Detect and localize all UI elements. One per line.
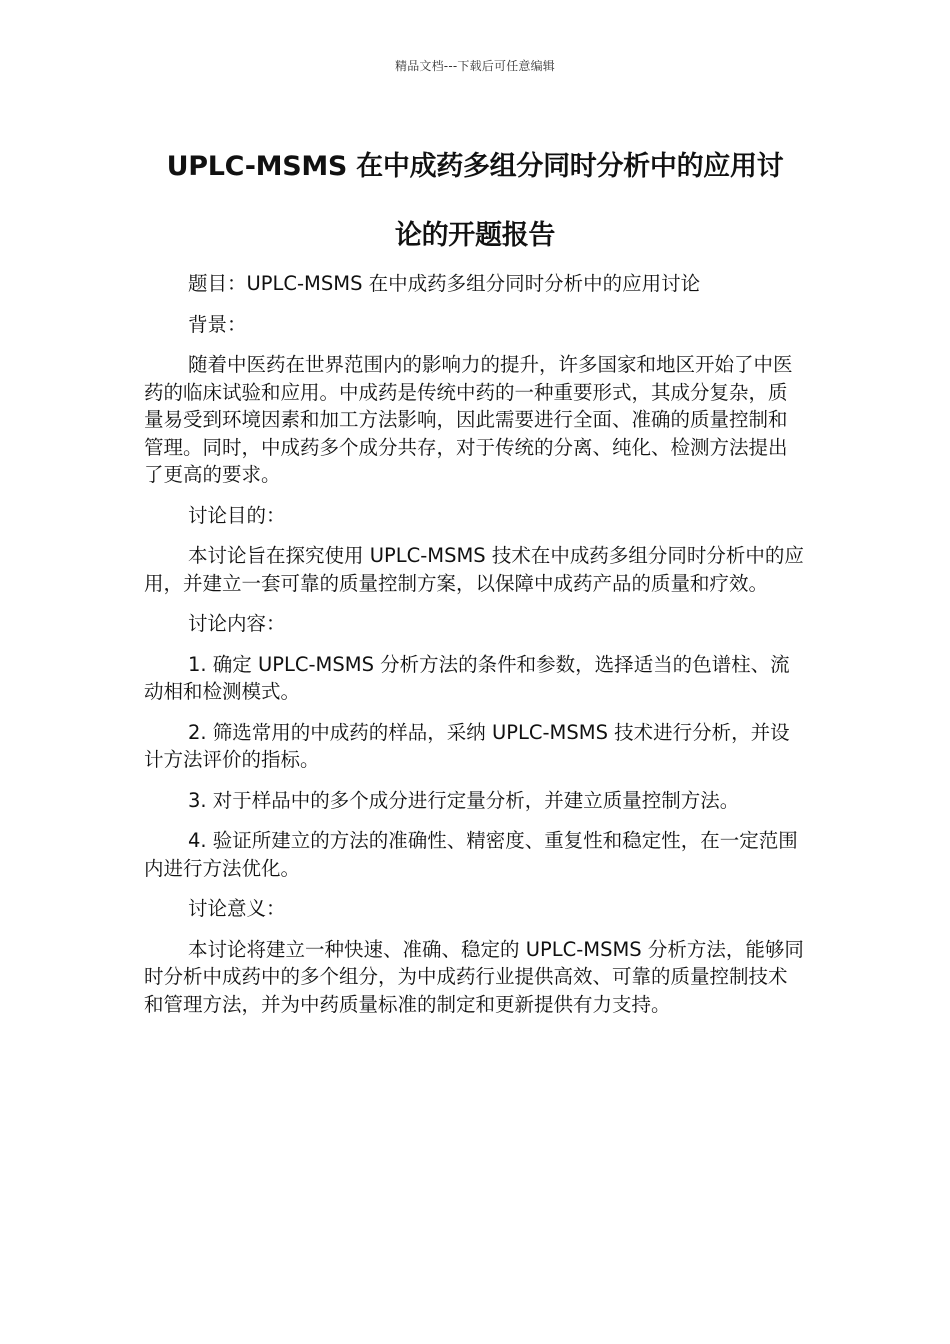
page-header: 精品文档---下载后可任意编辑 (395, 59, 555, 73)
significance-heading: 讨论意义： (188, 897, 286, 920)
content-heading: 讨论内容： (188, 612, 286, 635)
document-title-line-1: UPLC-MSMS 在中成药多组分同时分析中的应用讨 (166, 151, 784, 182)
content-item-4: 4. 验证所建立的方法的准确性、精密度、重复性和稳定性，在一定范围内进行方法优化。 (144, 829, 798, 880)
purpose-paragraph: 本讨论旨在探究使用 UPLC-MSMS 技术在中成药多组分同时分析中的应用，并建立一套可靠的质量控制方案，以保障中成药产品的质量和疗效。 (144, 544, 804, 595)
significance-paragraph: 本讨论将建立一种快速、准确、稳定的 UPLC-MSMS 分析方法，能够同时分析中成药中的多个组分，为中成药行业提供高效、可靠的质量控制技术和管理方法，并为中药质量标准的制定和更新提供有力支持。 (144, 937, 804, 1016)
content-item-2: 2. 筛选常用的中成药的样品，采纳 UPLC-MSMS 技术进行分析，并设计方法评价的指标。 (144, 720, 790, 771)
document-body (144, 270, 804, 1031)
topic-paragraph: 题目：UPLC-MSMS 在中成药多组分同时分析中的应用讨论 (188, 272, 701, 295)
background-heading: 背景： (188, 312, 247, 336)
purpose-heading: 讨论目的： (188, 503, 286, 527)
content-item-1: 1. 确定 UPLC-MSMS 分析方法的条件和参数，选择适当的色谱柱、流动相和检测模式。 (144, 652, 790, 703)
document-title (120, 132, 830, 270)
document-title-line-2: 论的开题报告 (394, 220, 556, 251)
content-item-3: 3. 对于样品中的多个成分进行定量分析，并建立质量控制方法。 (188, 788, 740, 812)
background-paragraph: 随着中医药在世界范围内的影响力的提升，许多国家和地区开始了中医药的临床试验和应用。中成药是传统中药的一种重要形式，其成分复杂，质量易受到环境因素和加工方法影响，因此需要进行全面、准确的质量控制和管理。同时，中成药多个成分共存，对于传统的分离、纯化、检测方法提出了更高的要求。 (144, 353, 793, 486)
